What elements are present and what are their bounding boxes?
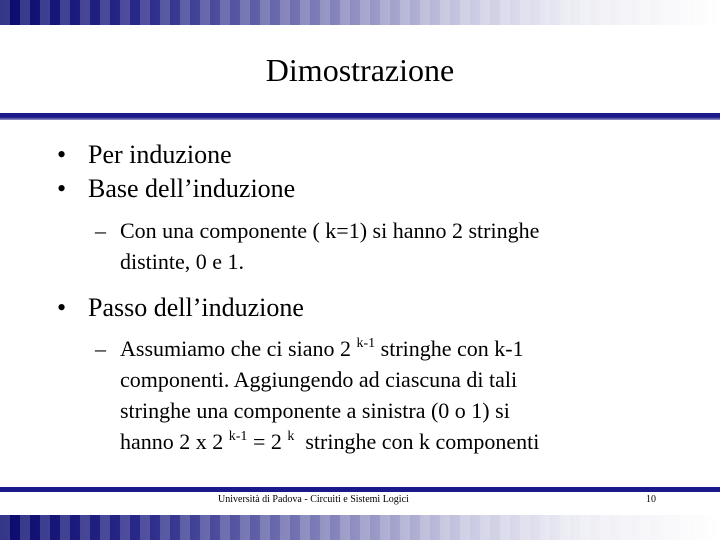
sub-line bbox=[120, 333, 697, 364]
bullet-passo bbox=[57, 291, 697, 325]
text-run: stringhe con k componenti bbox=[294, 429, 540, 454]
text-run: Assumiamo che ci siano 2 bbox=[120, 336, 357, 361]
dash-icon: – bbox=[95, 218, 106, 243]
bullet-per-induzione bbox=[57, 138, 697, 172]
footer-text: Università di Padova - Circuiti e Sistemi Logici bbox=[218, 494, 409, 505]
bullet-icon: • bbox=[57, 140, 67, 169]
title-divider bbox=[0, 113, 720, 120]
sub-line: Con una componente ( k=1) si hanno 2 stringhe bbox=[120, 218, 540, 243]
slide-content bbox=[57, 138, 697, 457]
sub-bullet-base bbox=[57, 215, 697, 277]
header-checker-pattern bbox=[0, 0, 720, 25]
bullet-text: Base dell’induzione bbox=[88, 174, 296, 203]
bullet-text: Per induzione bbox=[88, 140, 232, 169]
bullet-base bbox=[57, 172, 697, 206]
bullet-text: Passo dell’induzione bbox=[88, 293, 304, 322]
sub-line bbox=[120, 426, 697, 457]
bullet-icon: • bbox=[57, 174, 67, 203]
footer-divider bbox=[0, 487, 720, 492]
superscript: k-1 bbox=[228, 429, 248, 444]
superscript: k-1 bbox=[356, 336, 376, 351]
text-run: = 2 bbox=[247, 429, 288, 454]
sub-bullet-passo bbox=[57, 333, 697, 457]
footer-checker-pattern bbox=[0, 515, 720, 540]
bullet-icon: • bbox=[57, 293, 67, 322]
text-run: stringhe con k-1 bbox=[375, 336, 524, 361]
slide-title: Dimostrazione bbox=[265, 52, 455, 88]
sub-line: distinte, 0 e 1. bbox=[120, 249, 245, 274]
page-number: 10 bbox=[646, 494, 656, 505]
dash-icon: – bbox=[95, 336, 106, 361]
sub-line: componenti. Aggiungendo ad ciascuna di tali bbox=[120, 367, 518, 392]
text-run: hanno 2 x 2 bbox=[120, 429, 229, 454]
superscript: k bbox=[287, 429, 295, 444]
sub-line: stringhe una componente a sinistra (0 o 1) si bbox=[120, 398, 510, 423]
